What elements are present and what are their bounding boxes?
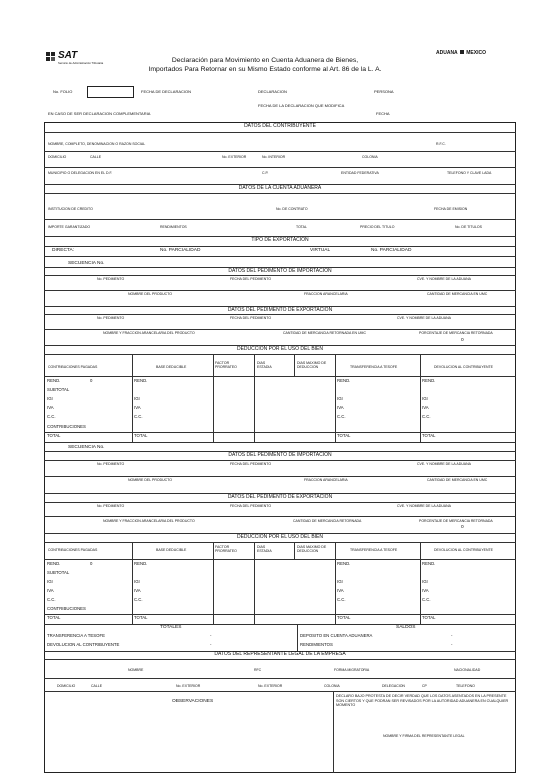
total1c-label: TOTAL xyxy=(337,433,351,438)
porcentaje2-value: 0 xyxy=(461,525,464,530)
igi2b-label: IGI xyxy=(134,579,140,584)
fecha-label: FECHA xyxy=(376,111,390,116)
folio-label: No. FOLIO xyxy=(53,89,73,94)
contrib-pagadas2-label: CONTRIBUCIONES PAGADAS xyxy=(48,548,98,552)
rend2d-label: REND. xyxy=(422,561,436,566)
titulos-label: No. DE TITULOS xyxy=(455,225,482,229)
mexico-label: MEXICO xyxy=(466,50,486,56)
iva2-label: IVA xyxy=(47,588,54,593)
cc2b-label: C.C. xyxy=(134,597,143,602)
rep-forma-label: FORMA MIGRATORIA xyxy=(334,668,370,672)
devolucion2-label: DEVOLUCION AL CONTRIBUYENTE xyxy=(434,548,493,552)
contrato-label: No. DE CONTRATO xyxy=(276,207,308,211)
rep-no-exterior2-label: No. EXTERIOR xyxy=(258,684,283,688)
rep-nombre-label: NOMBRE xyxy=(128,668,144,672)
form-title-line1: Declaración para Movimiento en Cuenta Aduanera de Bienes, xyxy=(171,57,359,64)
firma-label: NOMBRE Y FIRMA DEL REPRESENTANTE LEGAL xyxy=(383,734,465,738)
nombre-fraccion2-label: NOMBRE Y FRACCION ARANCELARIA DEL PRODUCTO xyxy=(103,519,195,523)
iva1b-label: IVA xyxy=(134,405,141,410)
rend1c-label: REND. xyxy=(337,378,351,383)
calle-label: CALLE xyxy=(90,155,102,159)
rendimientos-total-value: - xyxy=(451,642,453,647)
fecha-modifica-label: FECHA DE LA DECLARACION QUE MODIFICA xyxy=(258,103,345,108)
secuencia1-label: SECUENCIA No. xyxy=(68,261,105,266)
transferencia1-label: TRANSFERENCIA A TESOFE xyxy=(350,365,398,369)
rend1b-label: REND. xyxy=(134,378,148,383)
fraccion1-label: FRACCION ARANCELARIA xyxy=(304,292,348,296)
nombre-label: NOMBRE, COMPLETO, DENOMINACION O RAZON SOCIAL xyxy=(48,142,146,146)
cc1c-label: C.C. xyxy=(337,414,346,419)
rendimientos-total-label: RENDIMIENTOS xyxy=(300,642,333,647)
fecha-pedimento2e-label: FECHA DEL PEDIMENTO xyxy=(230,504,272,508)
cantidad-umc2-label: CANTIDAD DE MERCANCIA EN UMC xyxy=(427,478,488,482)
transferencia2-label: TRANSFERENCIA A TESOFE xyxy=(350,548,398,552)
igi2d-label: IGI xyxy=(422,579,428,584)
ped-imp2-title: DATOS DEL PEDIMENTO DE IMPORTACION xyxy=(228,452,332,458)
cve-aduana2e-label: CVE. Y NOMBRE DE LA ADUANA xyxy=(397,504,451,508)
virtual-label: VIRTUAL xyxy=(310,248,331,253)
sat-logo-subtitle: Servicio de Administración Tributaria xyxy=(58,61,104,65)
cve-aduana2-label: CVE. Y NOMBRE DE LA ADUANA xyxy=(417,462,471,466)
ped-exp1-title: DATOS DEL PEDIMENTO DE EXPORTACION xyxy=(227,307,333,313)
contribuyente-title: DATOS DEL CONTRIBUYENTE xyxy=(244,123,316,129)
deduccion2-title: DEDUCCION POR EL USO DEL BIEN xyxy=(236,534,324,540)
iva2d-label: IVA xyxy=(422,588,429,593)
telefono-label: TELEFONO Y CLAVE LADA xyxy=(447,171,492,175)
sat-logo-text: SAT xyxy=(58,50,78,61)
exportacion-title: TIPO DE EXPORTACION xyxy=(251,237,309,243)
dias-maximo1-label: DIAS MAXIMO DE DEDUCCION xyxy=(297,361,327,370)
rfc-label: R.F.C. xyxy=(436,142,446,146)
igi2-label: IGI xyxy=(47,579,53,584)
folio-input[interactable] xyxy=(87,86,134,98)
rep-domicilio-label: DOMICILIO xyxy=(57,684,76,688)
rendimientos-label: RENDIMIENTOS xyxy=(160,225,187,229)
ped-imp1-title: DATOS DEL PEDIMENTO DE IMPORTACION xyxy=(228,268,332,274)
fecha-declaracion-label: FECHA DE DECLARACION xyxy=(141,89,192,94)
total2-label: TOTAL xyxy=(47,615,61,620)
deduccion1-title: DEDUCCION POR EL USO DEL BIEN xyxy=(236,346,324,352)
representante-title: DATOS DEL REPRESENTANTE LEGAL DE LA EMPRESA xyxy=(214,651,346,657)
dias-estadia2-label: DIAS ESTADIA xyxy=(257,545,272,554)
fecha-pedimento1-label: FECHA DEL PEDIMENTO xyxy=(230,277,272,281)
rep-telefono-label: TELEFONO xyxy=(456,684,475,688)
municipio-label: MUNICIPIO O DELEGACION EN EL D.F. xyxy=(48,171,113,175)
devolucion-total-value: - xyxy=(210,642,212,647)
total1b-label: TOTAL xyxy=(134,433,148,438)
cc1b-label: C.C. xyxy=(134,414,143,419)
parcialidad2-label: No. PARCIALIDAD xyxy=(371,248,412,253)
parcialidad1-label: No. PARCIALIDAD xyxy=(160,248,201,253)
deposito-value: - xyxy=(451,633,453,638)
subtotal1-label: SUBTOTAL xyxy=(47,387,70,392)
base-deducible1-label: BASE DEDUCIBLE xyxy=(156,365,187,369)
iva1d-label: IVA xyxy=(422,405,429,410)
observaciones-field[interactable] xyxy=(46,709,331,771)
cantidad-umc1-label: CANTIDAD DE MERCANCIA EN UMC xyxy=(427,292,488,296)
igi1-label: IGI xyxy=(47,396,53,401)
saldos-title: SALDOS xyxy=(396,625,416,630)
cantidad-retornada1-label: CANTIDAD DE MERCANCIA RETORNADA EN UMC xyxy=(283,331,366,335)
fraccion2-label: FRACCION ARANCELARIA xyxy=(304,478,348,482)
rend1-label: REND. xyxy=(47,378,61,383)
rep-nacionalidad-label: NACIONALIDAD xyxy=(454,668,481,672)
cp-label: C.P. xyxy=(262,171,269,175)
cc2d-label: C.C. xyxy=(422,597,431,602)
rend2-label: REND. xyxy=(47,561,61,566)
rep-rfc-label: RFC xyxy=(254,668,262,672)
total2b-label: TOTAL xyxy=(134,615,148,620)
subtotal2-label: SUBTOTAL xyxy=(47,570,70,575)
cc2c-label: C.C. xyxy=(337,597,346,602)
devolucion-total-label: DEVOLUCION AL CONTRIBUYENTE xyxy=(47,642,120,647)
contribuciones1-label: CONTRIBUCIONES xyxy=(47,424,86,429)
nombre-producto1-label: NOMBRE DEL PRODUCTO xyxy=(128,292,172,296)
form-title xyxy=(120,57,410,74)
cve-aduana1-label: CVE. Y NOMBRE DE LA ADUANA xyxy=(417,277,471,281)
fecha-pedimento2-label: FECHA DEL PEDIMENTO xyxy=(230,462,272,466)
nombre-fraccion1-label: NOMBRE Y FRACCION ARANCELARIA DEL PRODUCTO xyxy=(103,331,195,335)
porcentaje1-label: PORCENTAJE DE MERCANCIA RETORNADA xyxy=(419,331,493,335)
igi2c-label: IGI xyxy=(337,579,343,584)
nombre-producto2-label: NOMBRE DEL PRODUCTO xyxy=(128,478,172,482)
sat-logo xyxy=(45,50,105,68)
devolucion1-label: DEVOLUCION AL CONTRIBUYENTE xyxy=(434,365,493,369)
rep-no-exterior-label: No. EXTERIOR xyxy=(176,684,201,688)
emision-label: FECHA DE EMISION xyxy=(434,207,468,211)
aduana-mark-icon xyxy=(460,50,464,54)
rend1d-label: REND. xyxy=(422,378,436,383)
total1d-label: TOTAL xyxy=(422,433,436,438)
igi1c-label: IGI xyxy=(337,396,343,401)
no-interior-label: No. INTERIOR xyxy=(262,155,286,159)
no-pedimento2-label: No. PEDIMENTO xyxy=(97,462,125,466)
sat-emblem-icon xyxy=(45,51,57,63)
deposito-label: DEPOSITO EN CUENTA ADUANERA xyxy=(300,633,373,638)
rend2b-label: REND. xyxy=(134,561,148,566)
porcentaje2-label: PORCENTAJE DE MERCANCIA RETORNADA xyxy=(419,519,493,523)
rep-delegacion-label: DELEGACION xyxy=(382,684,405,688)
persona-label: PERSONA xyxy=(374,89,394,94)
fecha-pedimento1e-label: FECHA DEL PEDIMENTO xyxy=(230,316,272,320)
rep-colonia-label: COLONIA xyxy=(324,684,340,688)
contribuciones2-label: CONTRIBUCIONES xyxy=(47,606,86,611)
no-pedimento2e-label: No. PEDIMENTO xyxy=(97,504,125,508)
base-deducible2-label: BASE DEDUCIBLE xyxy=(156,548,187,552)
declaracion-label: DECLARACION xyxy=(258,89,287,94)
complementaria-label: EN CASO DE SER DECLARACION COMPLEMENTARIA xyxy=(48,111,151,116)
cantidad-retornada2-label: CANTIDAD DE MERCANCIA RETORNADA xyxy=(293,519,362,523)
no-exterior-label: No. EXTERIOR xyxy=(222,155,247,159)
rep-cp-label: CP xyxy=(422,684,427,688)
colonia-label: COLONIA xyxy=(362,155,378,159)
cuenta-title: DATOS DE LA CUENTA ADUANERA xyxy=(238,185,322,191)
cc2-label: C.C. xyxy=(47,597,56,602)
declaro-text: DECLARO BAJO PROTESTA DE DECIR VERDAD QUE LOS DATOS ASENTADOS EN LA PRESENTE SON CIERTOS Y QUE PODRAN SER REVISADOS POR LA AUTORIDAD ADUANERA EN CUALQUIER MOMENTO xyxy=(336,694,509,708)
iva2b-label: IVA xyxy=(134,588,141,593)
factor1-label: FACTOR PRORRATEO xyxy=(215,361,237,370)
no-pedimento1-label: No. PEDIMENTO xyxy=(97,277,125,281)
no-pedimento1e-label: No. PEDIMENTO xyxy=(97,316,125,320)
rend1-value: 0 xyxy=(90,378,93,383)
aduana-label: ADUANA xyxy=(436,50,458,56)
dias-estadia1-label: DIAS ESTADIA xyxy=(257,361,272,370)
igi1d-label: IGI xyxy=(422,396,428,401)
total1-label: TOTAL xyxy=(47,433,61,438)
igi1b-label: IGI xyxy=(134,396,140,401)
aduana-logo xyxy=(436,50,486,56)
rend2c-label: REND. xyxy=(337,561,351,566)
contrib-pagadas1-label: CONTRIBUCIONES PAGADAS xyxy=(48,365,98,369)
cc1d-label: C.C. xyxy=(422,414,431,419)
porcentaje1-value: 0 xyxy=(461,338,464,343)
transferencia-total-label: TRANSFERENCIA A TESOFE xyxy=(47,633,105,638)
total2d-label: TOTAL xyxy=(422,615,436,620)
iva2c-label: IVA xyxy=(337,588,344,593)
total2c-label: TOTAL xyxy=(337,615,351,620)
directa-label: DIRECTA: xyxy=(52,248,75,253)
institucion-label: INSTITUCION DE CREDITO xyxy=(48,207,93,211)
factor2-label: FACTOR PRORRATEO xyxy=(215,545,237,554)
entidad-label: ENTIDAD FEDERATIVA xyxy=(341,171,379,175)
iva1-label: IVA xyxy=(47,405,54,410)
dias-maximo2-label: DIAS MAXIMO DE DEDUCCION xyxy=(297,545,327,554)
iva1c-label: IVA xyxy=(337,405,344,410)
cve-aduana1e-label: CVE. Y NOMBRE DE LA ADUANA xyxy=(397,316,451,320)
observaciones-label: OBSERVACIONES xyxy=(172,699,214,704)
secuencia2-label: SECUENCIA No. xyxy=(68,445,105,450)
form-title-line2: Importados Para Retornar en su Mismo Estado conforme al Art. 86 de la L. A. xyxy=(148,65,382,73)
rend2-value: 0 xyxy=(90,561,93,566)
totales-title: TOTALES xyxy=(160,625,182,630)
domicilio-label: DOMICILIO xyxy=(48,155,67,159)
transferencia-total-value: - xyxy=(210,633,212,638)
cc1-label: C.C. xyxy=(47,414,56,419)
importe-label: IMPORTE GARANTIZADO xyxy=(48,225,91,229)
rep-calle-label: CALLE xyxy=(91,684,103,688)
ped-exp2-title: DATOS DEL PEDIMENTO DE EXPORTACION xyxy=(227,494,333,500)
total-cuenta-label: TOTAL xyxy=(296,225,307,229)
precio-label: PRECIO DEL TITULO xyxy=(360,225,395,229)
